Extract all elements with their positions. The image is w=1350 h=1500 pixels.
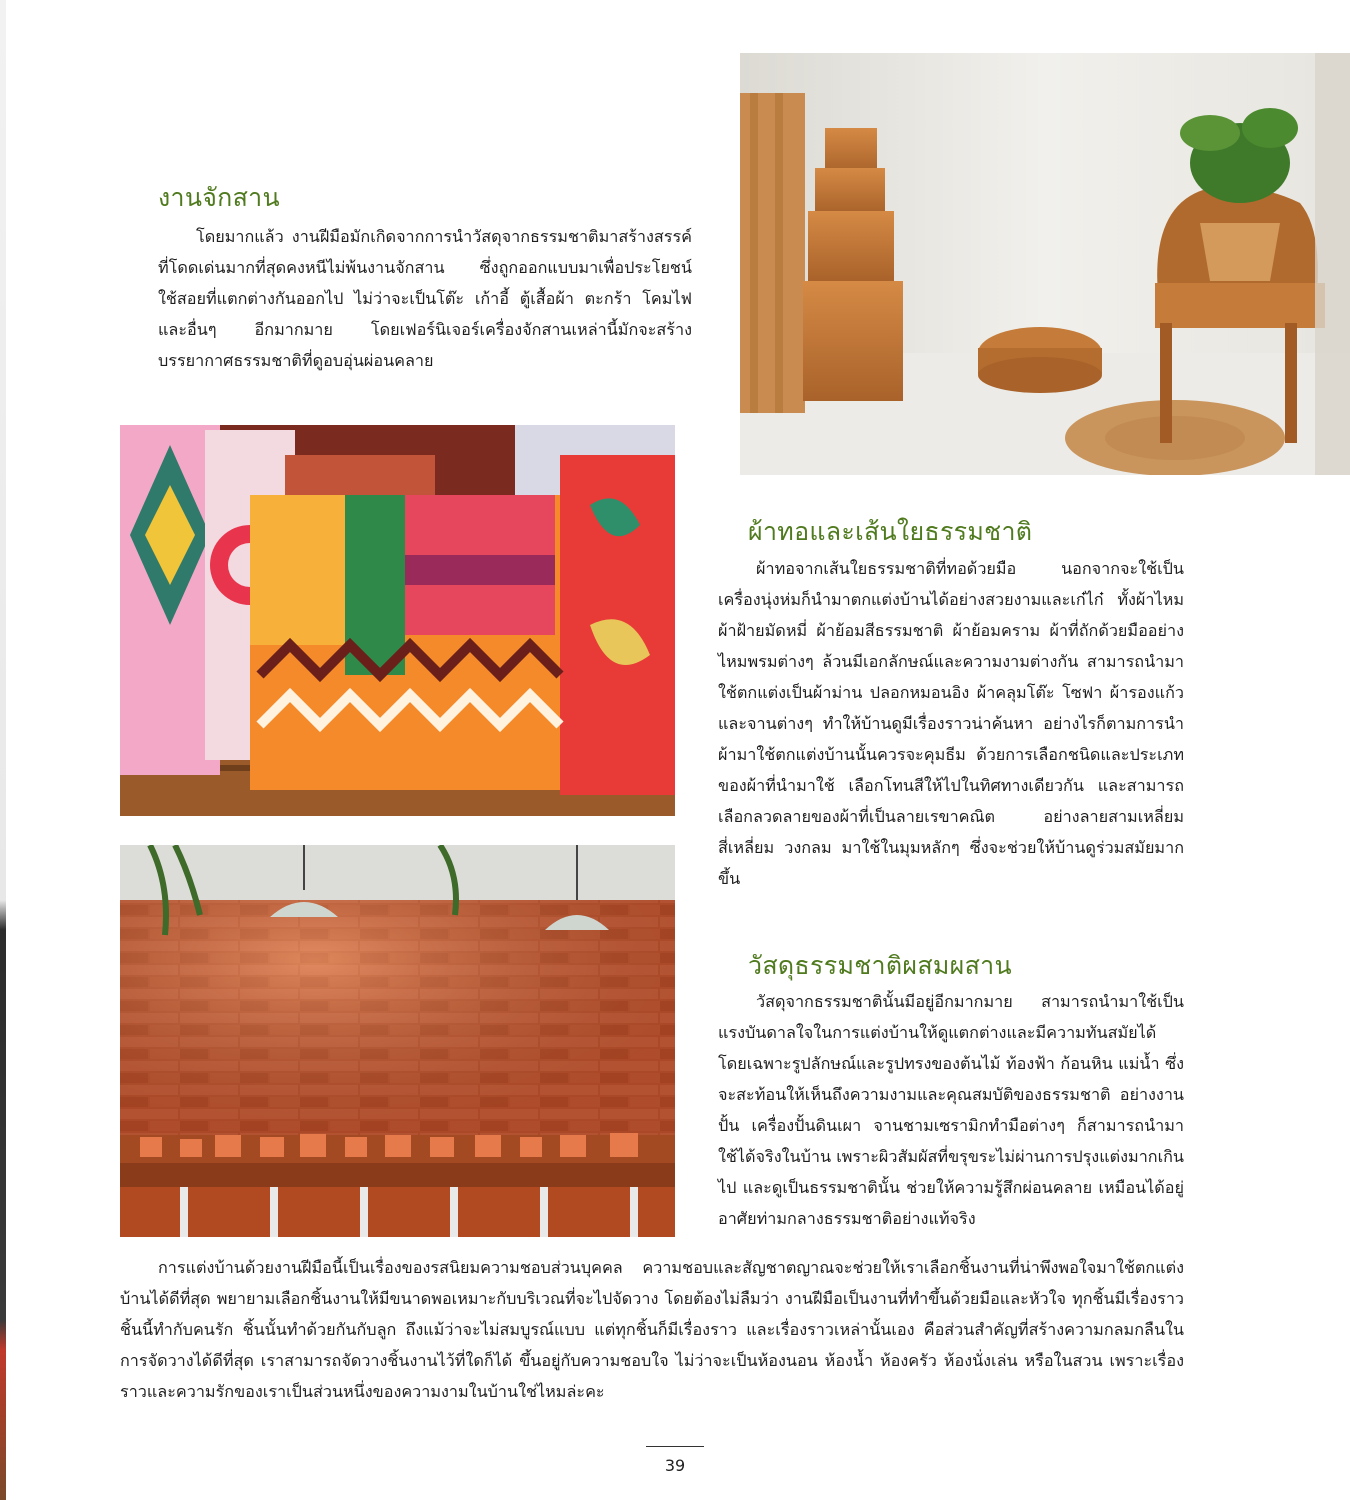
paragraph-mixed-materials: วัสดุจากธรรมชาตินั้นมีอยู่อีกมากมาย สามารถนำมาใช้เป็นแรงบันดาลใจในการแต่งบ้านให้ดูแตกต่างและมีความทันสมัยได้ โดยเฉพาะรูปลักษณ์และรูปทรงของต้นไม้ ท้องฟ้า ก้อนหิน แม่น้ำ ซึ่งจะสะท้อนให้เห็นถึงความงามและคุณสมบัติของธรรมชาติ อย่างงานปั้น เครื่องปั้นดินเผา จานชามเซรามิกทำมือต่างๆ ก็สามารถนำมาใช้ได้จริงในบ้าน เพราะผิวสัมผัสที่ขรุขระไม่ผ่านการปรุงแต่งมากเกินไป และดูเป็นธรรมชาตินั้น ช่วยให้ความรู้สึกผ่อนคลาย เหมือนได้อยู่อาศัยท่ามกลางธรรมชาติอย่างแท้จริง xyxy=(718,992,1184,1228)
photo-brick-wall-pottery xyxy=(120,845,675,1237)
page-number: 39 xyxy=(664,1456,686,1475)
photo-woven-pillows xyxy=(120,425,675,816)
photo-rattan-furniture xyxy=(740,53,1350,475)
page-number-rule xyxy=(646,1446,704,1447)
paragraph-fabric: ผ้าทอจากเส้นใยธรรมชาติที่ทอด้วยมือ นอกจากจะใช้เป็นเครื่องนุ่งห่มก็นำมาตกแต่งบ้านได้อย่างสวยงามและเก๋ไก๋ ทั้งผ้าไหม ผ้าฝ้ายมัดหมี่ ผ้าย้อมสีธรรมชาติ ผ้าย้อมคราม ผ้าที่ถักด้วยมืออย่างไหมพรมต่างๆ ล้วนมีเอกลักษณ์และความงามต่างกัน สามารถนำมาใช้ตกแต่งเป็นผ้าม่าน ปลอกหมอนอิง ผ้าคลุมโต๊ะ โซฟา ผ้ารองแก้วและจานต่างๆ ทำให้บ้านดูมีเรื่องราวน่าค้นหา อย่างไรก็ตามการนำผ้ามาใช้ตกแต่งบ้านนั้นควรจะคุมธีม ด้วยการเลือกชนิดและประเภทของผ้าที่นำมาใช้ เลือกโทนสีให้ไปในทิศทางเดียวกัน และสามารถเลือกลวดลายของผ้าที่เป็นลายเรขาคณิต อย่างลายสามเหลี่ยม สี่เหลี่ยม วงกลม มาใช้ในมุมหลักๆ ซึ่งจะช่วยให้บ้านดูร่วมสมัยมากขึ้น xyxy=(718,559,1184,888)
heading-mixed-materials: วัสดุธรรมชาติผสมผสาน xyxy=(748,951,1012,980)
heading-weaving: งานจักสาน xyxy=(158,183,280,212)
page-edge-strip xyxy=(0,0,6,1500)
paragraph-weaving: โดยมากแล้ว งานฝีมือมักเกิดจากการนำวัสดุจากธรรมชาติมาสร้างสรรค์ ที่โดดเด่นมากที่สุดคงหนีไม่พ้นงานจักสาน ซึ่งถูกออกแบบมาเพื่อประโยชน์ใช้สอยที่แตกต่างกันออกไป ไม่ว่าจะเป็นโต๊ะ เก้าอี้ ตู้เสื้อผ้า ตะกร้า โคมไฟ และอื่นๆ อีกมากมาย โดยเฟอร์นิเจอร์เครื่องจักสานเหล่านี้มักจะสร้างบรรยากาศธรรมชาติที่ดูอบอุ่นผ่อนคลาย xyxy=(158,227,692,370)
paragraph-closing: การแต่งบ้านด้วยงานฝีมือนี้เป็นเรื่องของรสนิยมความชอบส่วนบุคคล ความชอบและสัญชาตญาณจะช่วยให้เราเลือกชิ้นงานที่น่าพึงพอใจมาใช้ตกแต่งบ้านได้ดีที่สุด พยายามเลือกชิ้นงานให้มีขนาดพอเหมาะกับบริเวณที่จะไปจัดวาง โดยต้องไม่ลืมว่า งานฝีมือเป็นงานที่ทำขึ้นด้วยมือและหัวใจ ทุกชิ้นมีเรื่องราว ชิ้นนี้ทำกับคนรัก ชิ้นนั้นทำด้วยกันกับลูก ถึงแม้ว่าจะไม่สมบูรณ์แบบ แต่ทุกชิ้นก็มีเรื่องราว และเรื่องราวเหล่านั้นเอง คือส่วนสำคัญที่สร้างความกลมกลืนในการจัดวางได้ดีที่สุด เราสามารถจัดวางชิ้นงานไว้ที่ใดก็ได้ ขึ้นอยู่กับความชอบใจ ไม่ว่าจะเป็นห้องนอน ห้องน้ำ ห้องครัว ห้องนั่งเล่น หรือในสวน เพราะเรื่องราวและความรักของเราเป็นส่วนหนึ่งของความงามในบ้านใช่ไหมล่ะคะ xyxy=(120,1258,1184,1401)
heading-fabric: ผ้าทอและเส้นใยธรรมชาติ xyxy=(748,517,1033,546)
